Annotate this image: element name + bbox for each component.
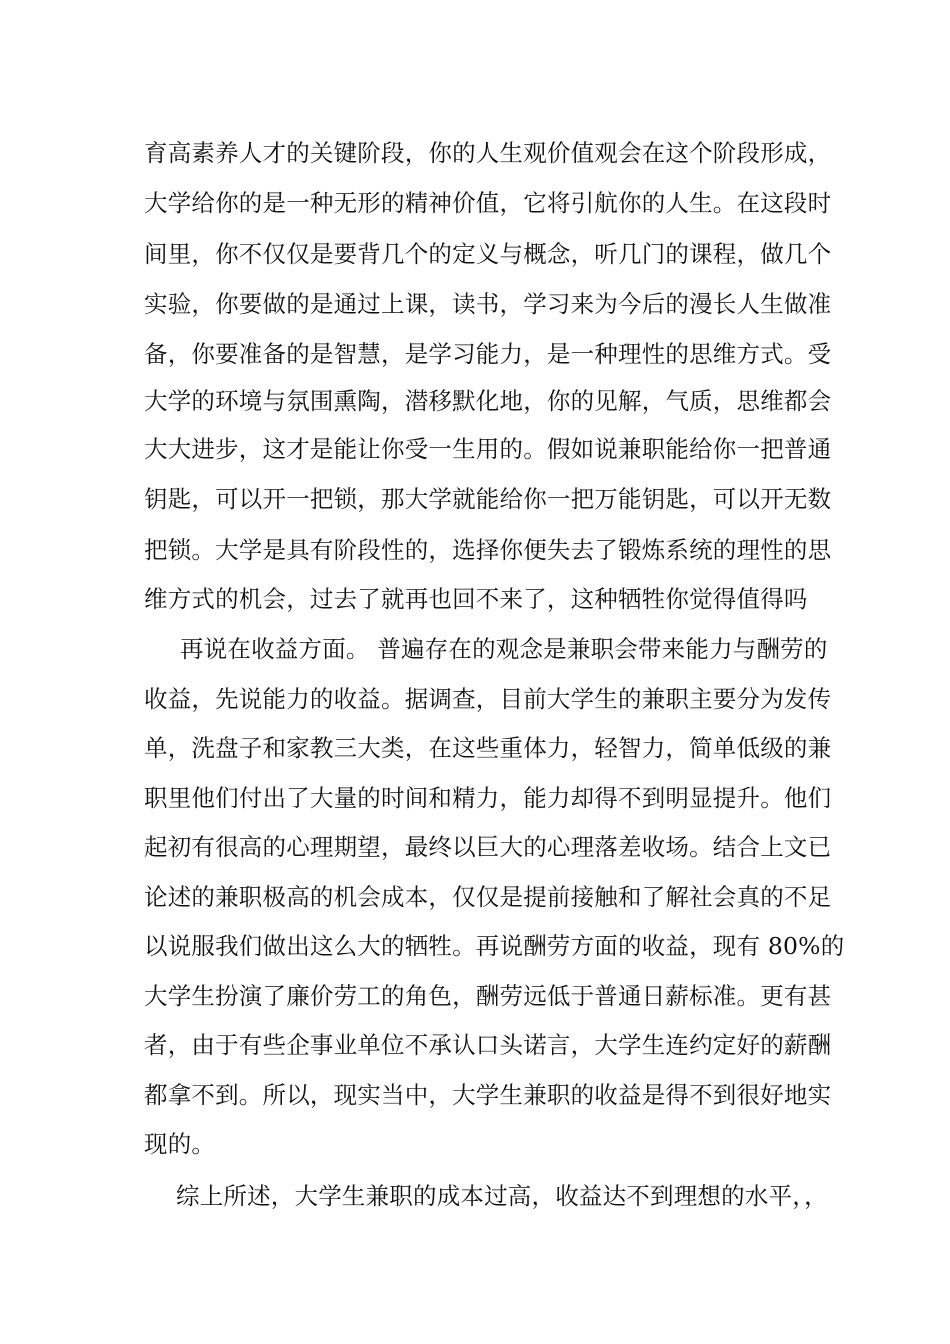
text-line: 论述的兼职极高的机会成本，仅仅是提前接触和了解社会真的不足 <box>144 883 832 911</box>
text-line: 维方式的机会，过去了就再也回不来了，这种牺牲你觉得值得吗 <box>144 585 808 613</box>
text-line: 间里，你不仅仅是要背几个的定义与概念，听几门的课程，做几个 <box>144 240 832 268</box>
text-line: 都拿不到。所以，现实当中，大学生兼职的收益是得不到很好地实 <box>144 1081 832 1109</box>
text-line: 起初有很高的心理期望，最终以巨大的心理落差收场。结合上文已 <box>144 833 832 861</box>
text-line: 单，洗盘子和家教三大类，在这些重体力，轻智力，简单低级的兼 <box>144 734 832 762</box>
text-line: 收益，先说能力的收益。据调查，目前大学生的兼职主要分为发传 <box>144 685 832 713</box>
text-line: 实验，你要做的是通过上课，读书，学习来为今后的漫长人生做准 <box>144 290 832 318</box>
text-line: 大大进步，这才是能让你受一生用的。假如说兼职能给你一把普通 <box>144 435 832 463</box>
text-line: 现的。 <box>144 1130 216 1158</box>
text-line: 备，你要准备的是智慧，是学习能力，是一种理性的思维方式。受 <box>144 340 832 368</box>
text-line: 综上所述，大学生兼职的成本过高，收益达不到理想的水平，， <box>176 1182 828 1210</box>
text-line: 大学的环境与氛围熏陶，潜移默化地，你的见解，气质，思维都会 <box>144 387 832 415</box>
text-line: 把锁。大学是具有阶段性的，选择你便失去了锻炼系统的理性的思 <box>144 536 832 564</box>
text-line: 育高素养人才的关键阶段，你的人生观价值观会在这个阶段形成， <box>144 139 832 167</box>
text-line: 者，由于有些企事业单位不承认口头诺言，大学生连约定好的薪酬 <box>144 1031 832 1059</box>
text-line: 职里他们付出了大量的时间和精力，能力却得不到明显提升。他们 <box>144 784 832 812</box>
text-line: 大学生扮演了廉价劳工的角色，酬劳远低于普通日薪标准。更有甚 <box>144 982 832 1010</box>
text-line: 以说服我们做出这么大的牺牲。再说酬劳方面的收益，现有 80%的 <box>144 932 845 960</box>
text-line: 钥匙，可以开一把锁，那大学就能给你一把万能钥匙，可以开无数 <box>144 485 832 513</box>
text-line: 再说在收益方面。 普遍存在的观念是兼职会带来能力与酬劳的 <box>180 635 828 663</box>
text-line: 大学给你的是一种无形的精神价值，它将引航你的人生。在这段时 <box>144 189 832 217</box>
